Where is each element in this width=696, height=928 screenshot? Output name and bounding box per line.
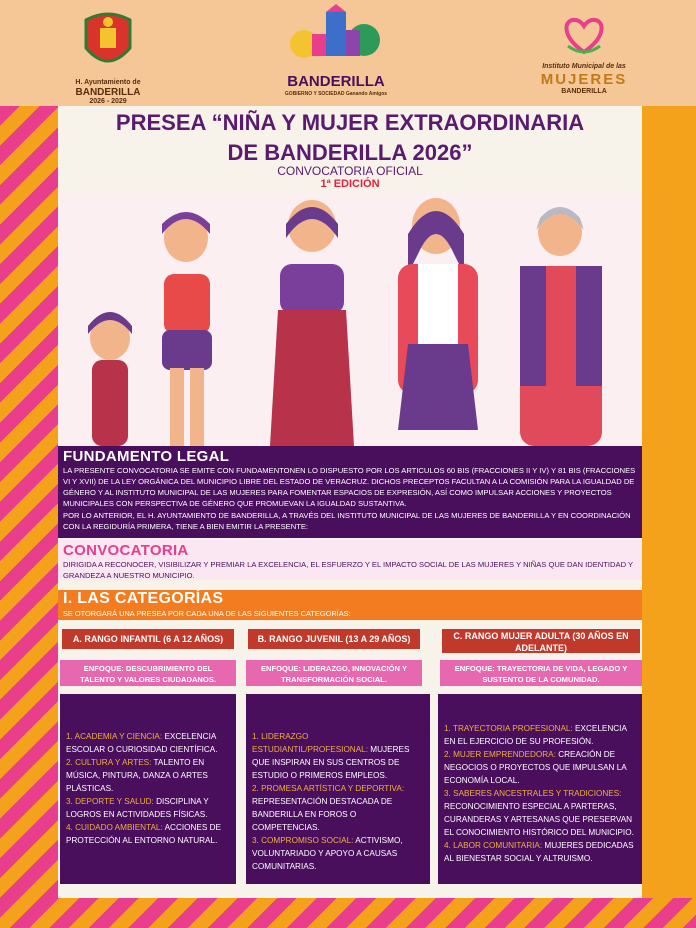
- town-illustration-icon: [286, 4, 386, 68]
- logo-right-caption-2: MUJERES: [540, 71, 628, 88]
- logo-left-caption-3: 2026 - 2029: [89, 98, 127, 105]
- title-line-2: DE BANDERILLA 2026”: [227, 140, 473, 165]
- convocatoria-section: [58, 540, 642, 580]
- list-item: 4. CUIDADO AMBIENTAL: ACCIONES DE PROTECCIÓN AL ENTORNO NATURAL.: [66, 823, 222, 845]
- list-item: 3. DEPORTE Y SALUD: DISCIPLINA Y LOGROS EN ACTIVIDADES FÍSICAS.: [66, 797, 209, 819]
- subtitle: CONVOCATORIA OFICIAL: [277, 164, 423, 178]
- women-illustration: [58, 194, 642, 446]
- coat-of-arms-icon: [78, 8, 138, 74]
- page-title: [70, 108, 630, 168]
- list-item: 3. COMPROMISO SOCIAL: ACTIVISMO, VOLUNTARIADO Y APOYO A CAUSAS COMUNITARIAS.: [252, 836, 403, 871]
- edition-label: 1ª EDICIÓN: [320, 178, 380, 190]
- list-item: 1. TRAYECTORIA PROFESIONAL: EXCELENCIA EN EL EJERCICIO DE SU PROFESIÓN.: [444, 724, 627, 746]
- logo-left-caption-2: BANDERILLA: [75, 87, 141, 98]
- list-item: 4. LABOR COMUNITARIA: MUJERES DEDICADAS AL BIENESTAR SOCIAL Y ALTRUISMO.: [444, 841, 634, 863]
- bottom-decorative-border: [0, 898, 696, 928]
- column-juvenil: [246, 694, 430, 884]
- title-line-1: PRESEA “NIÑA Y MUJER EXTRAORDINARIA: [115, 110, 585, 135]
- ayuntamiento-logo: [66, 8, 150, 106]
- categorias-intro: SE OTORGARÁ UNA PRESEA POR CADA UNA DE LAS SIGUIENTES CATEGORÍAS:: [63, 609, 351, 618]
- fundamento-legal-section: [58, 446, 642, 538]
- fundamento-text-1: LA PRESENTE CONVOCATORIA SE EMITE CON FUNDAMENTONEN LO DISPUESTO POR LOS ARTICULOS 60 BIS (FRACCIONES II Y IV) Y 81 BIS (FRACCIONES VI Y XVII) DE LA LEY ORGÁNICA DEL MUNICIPIO LIBRE DEL ESTADO DE VERACRUZ. DICHOS PRECEPTOS FACULTAN A LA COMISIÓN PARA LA IGUALDAD DE GÉNERO Y AL INSTITUTO MUNICIPAL DE LAS MUJERES PARA FOMENTAR ESPACIOS DE EXPRESIÓN, ASÍ COMO IMPULSAR ACCIONES Y PROYECTOS MUNICIPALES CON PERSPECTIVA DE GÉNERO QUE PROMUEVAN LA IGUALDAD SUSTANTIVA.: [63, 466, 636, 508]
- convocatoria-heading: CONVOCATORIA: [63, 542, 189, 559]
- list-item: 2. MUJER EMPRENDEDORA: CREACIÓN DE NEGOCIOS O PROYECTOS QUE IMPULSAN LA ECONOMÍA LOCAL.: [444, 750, 627, 785]
- instituto-mujeres-logo: [528, 12, 640, 96]
- logo-right-caption-3: BANDERILLA: [561, 88, 607, 95]
- list-item: 1. ACADEMIA Y CIENCIA: EXCELENCIA ESCOLAR O CURIOSIDAD CIENTÍFICA.: [66, 732, 218, 754]
- tab-rango-mujer-adulta: C. RANGO MUJER ADULTA (30 AÑOS EN ADELANTE): [440, 627, 642, 655]
- five-women-figures-icon: [58, 194, 642, 446]
- convocatoria-text: DIRIGIDA A RECONOCER, VISIBILIZAR Y PREMIAR LA EXCELENCIA, EL ESFUERZO Y EL IMPACTO SOCIAL DE LAS MUJERES Y NIÑAS QUE DAN IDENTIDAD Y GRANDEZA A NUESTRO MUNICIPIO.: [63, 560, 633, 580]
- logo-right-caption-1: Instituto Municipal de las: [542, 63, 626, 70]
- list-item: 2. CULTURA Y ARTES: TALENTO EN MÚSICA, PINTURA, DANZA O ARTES PLÁSTICAS.: [66, 758, 208, 793]
- logo-center-name: BANDERILLA: [287, 73, 385, 90]
- enfoque-adulta: ENFOQUE: TRAYECTORIA DE VIDA, LEGADO Y SUSTENTO DE LA COMUNIDAD.: [440, 660, 642, 686]
- enfoque-juvenil: ENFOQUE: LIDERAZGO, INNOVACIÓN Y TRANSFORMACIÓN SOCIAL.: [246, 660, 422, 686]
- left-decorative-border: [0, 106, 58, 928]
- list-item: 3. SABERES ANCESTRALES Y TRADICIONES: RECONOCIMIENTO ESPECIAL A PARTERAS, CURANDERAS Y ARTESANAS QUE PRESERVAN EL CONOCIMIENTO HISTÓRICO DEL MUNICIPIO.: [444, 789, 634, 837]
- list-item: 1. LIDERAZGO ESTUDIANTIL/PROFESIONAL: MUJERES QUE INSPIRAN EN SUS CENTROS DE ESTUDIO O PRIMEROS EMPLEOS.: [252, 732, 410, 780]
- logo-center-tagline: GOBIERNO Y SOCIEDAD Ganando Amigos: [284, 91, 388, 97]
- enfoque-infantil: ENFOQUE: DESCUBRIMIENTO DEL TALENTO Y VALORES CIUDADANOS.: [60, 660, 236, 686]
- right-border: [642, 106, 696, 928]
- tab-rango-infantil: A. RANGO INFANTIL (6 A 12 AÑOS): [60, 627, 236, 651]
- banderilla-logo: [282, 4, 390, 98]
- fundamento-heading: FUNDAMENTO LEGAL: [63, 448, 230, 465]
- categorias-heading: I. LAS CATEGORÍAS: [63, 590, 224, 607]
- column-infantil: [60, 694, 236, 884]
- fundamento-text-2: POR LO ANTERIOR, EL H. AYUNTAMIENTO DE BANDERILLA, A TRAVÉS DEL INSTITUTO MUNICIPAL DE LAS MUJERES DE BANDERILLA Y EN COORDINACIÓN CON LA REGIDURÍA PRIMERA, TIENE A BIEN EMITIR LA PRESENTE:: [63, 511, 631, 531]
- tab-rango-juvenil: B. RANGO JUVENIL (13 A 29 AÑOS): [246, 627, 422, 651]
- heart-hands-icon: [554, 12, 614, 58]
- list-item: 2. PROMESA ARTÍSTICA Y DEPORTIVA: REPRESENTACIÓN DESTACADA DE BANDERILLA EN FOROS O COMPETENCIAS.: [252, 784, 405, 832]
- logo-left-caption-1: H. Ayuntamiento de: [75, 79, 141, 86]
- categorias-header: [58, 590, 642, 620]
- column-adulta: [438, 694, 642, 884]
